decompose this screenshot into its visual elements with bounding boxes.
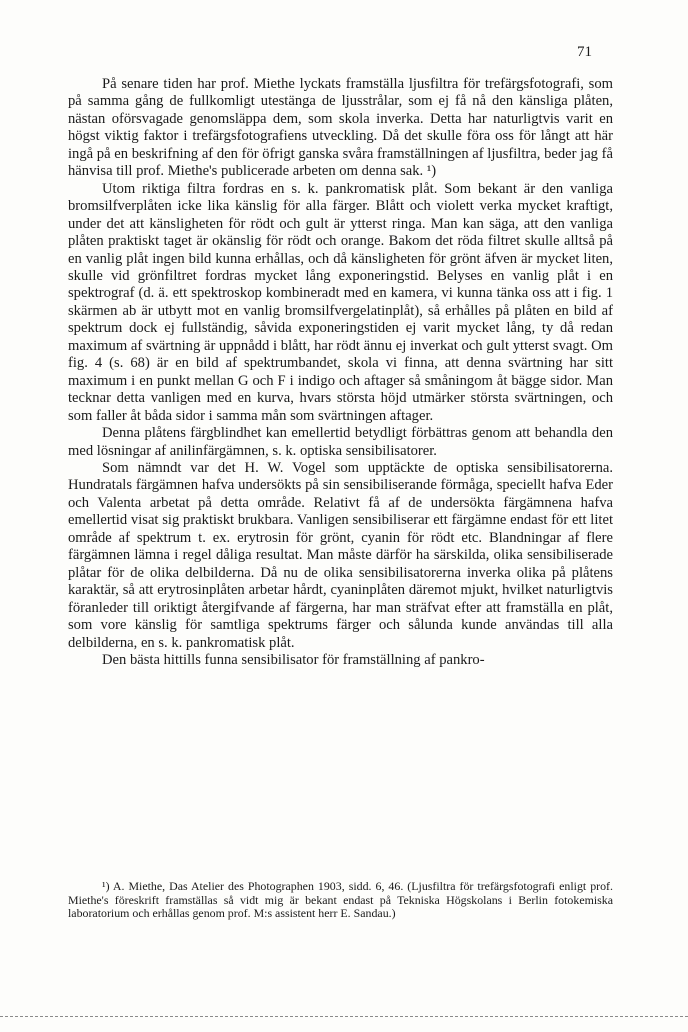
paragraph: Som nämndt var det H. W. Vogel som upptäckte de optiska sensibilisatorerna. Hundratals färgämnen hafva undersökts på sin sensibiliserande förmåga, speciellt hafva Eder och Valenta arbetat på detta område. Relativt få af de undersökta färgämnena hafva emellertid visat sig praktiskt brukbara. Vanligen sensibiliserar ett färgämne endast för ett litet område af spektrum t. ex. erytrosin för grönt, cyanin för rödt etc. Blandningar af flere färgämnen lämna i regel dåliga resultat. Man måste därför ha särskilda, olika sensibiliserade plåtar för de olika delbilderna. Då nu de olika sensibilisatorerna inverka olika på plåtens karaktär, så att erytrosinplåten arbetar hårdt, cyaninplåten däremot mjukt, hvilket naturligtvis föranleder till oriktigt återgifvande af färgerna, har man sträfvat efter att framställa en plåt, som vore känslig för samtliga spektrums färger och sålunda kunde användas till alla delbilderna, en s. k. pankromatisk plåt. <box>68 459 613 651</box>
body-text <box>68 76 613 669</box>
footnote: ¹) A. Miethe, Das Atelier des Photographen 1903, sidd. 6, 46. (Ljusfiltra för trefärgsfotografi enligt prof. Miethe's föreskrift framställas så vidt mig är bekant endast på Tekniska Högskolans i Berlin fotokemiska laboratorium och erhållas genom prof. M:s assistent herr E. Sandau.) <box>68 879 613 921</box>
paragraph: Denna plåtens färgblindhet kan emellertid betydligt förbättras genom att behandla den med lösningar af anilinfärgämnen, s. k. optiska sensibilisatorer. <box>68 425 613 459</box>
page-bottom-border <box>0 1016 688 1017</box>
paragraph: Den bästa hittills funna sensibilisator för framställning af pankro- <box>102 651 485 668</box>
footnotes <box>68 880 613 921</box>
paragraph: På senare tiden har prof. Miethe lyckats framställa ljusfiltra för trefärgsfotografi, som på samma gång de fullkomligt utestänga de ljusstrålar, som ej få nå den känsliga plåten, nästan oförsvagade genomsläppa dem, som skola inverka. Detta har naturligtvis varit en högst viktig faktor i trefärgsfotografiens utveckling. Då det skulle föra oss för långt att här ingå på en beskrifning af den för öfrigt ganska svåra framställningen af ljusfiltra, beder jag få hänvisa till prof. Miethe's publicerade arbeten om denna sak. ¹) <box>68 76 613 180</box>
page-number: 71 <box>577 44 592 60</box>
paragraph: Utom riktiga filtra fordras en s. k. pankromatisk plåt. Som bekant är den vanliga bromsilfverplåten icke lika känslig för alla färger. Blått och violett verka mycket kraftigt, under det att känsligheten för rödt och gult är ytterst ringa. Man kan säga, att den vanliga plåten praktiskt taget är okänslig för rödt och orange. Bakom det röda filtret skulle alltså på en vanlig plåt ingen bild kunna erhållas, och då känsligheten för grönt äfven är mycket liten, skulle vid grönfiltret fordras mycket lång exponeringstid. Belyses en vanlig plåt i en spektrograf (d. ä. ett spektroskop kombineradt med en kamera, vi kunna tänka oss att i fig. 1 skärmen ab är utbytt mot en vanlig bromsilfvergelatinplåt), så erhålles på plåten en bild af spektrum dock ej fullständig, såvida exponeringstiden ej varit mycket lång, ty då redan maximum af svärtning är uppnådd i blått, har rödt ännu ej inverkat och gult ytterst svagt. Om fig. 4 (s. 68) är en bild af spektrumbandet, skola vi finna, att denna svärtning har sitt maximum i en punkt mellan G och F i indigo och aftager så småningom åt bägge sidor. Man tecknar detta vanligen med en kurva, hvars största höjd utmärker största svärtningen, och som faller åt båda sidor i samma mån som svärtningen aftager. <box>68 180 613 424</box>
